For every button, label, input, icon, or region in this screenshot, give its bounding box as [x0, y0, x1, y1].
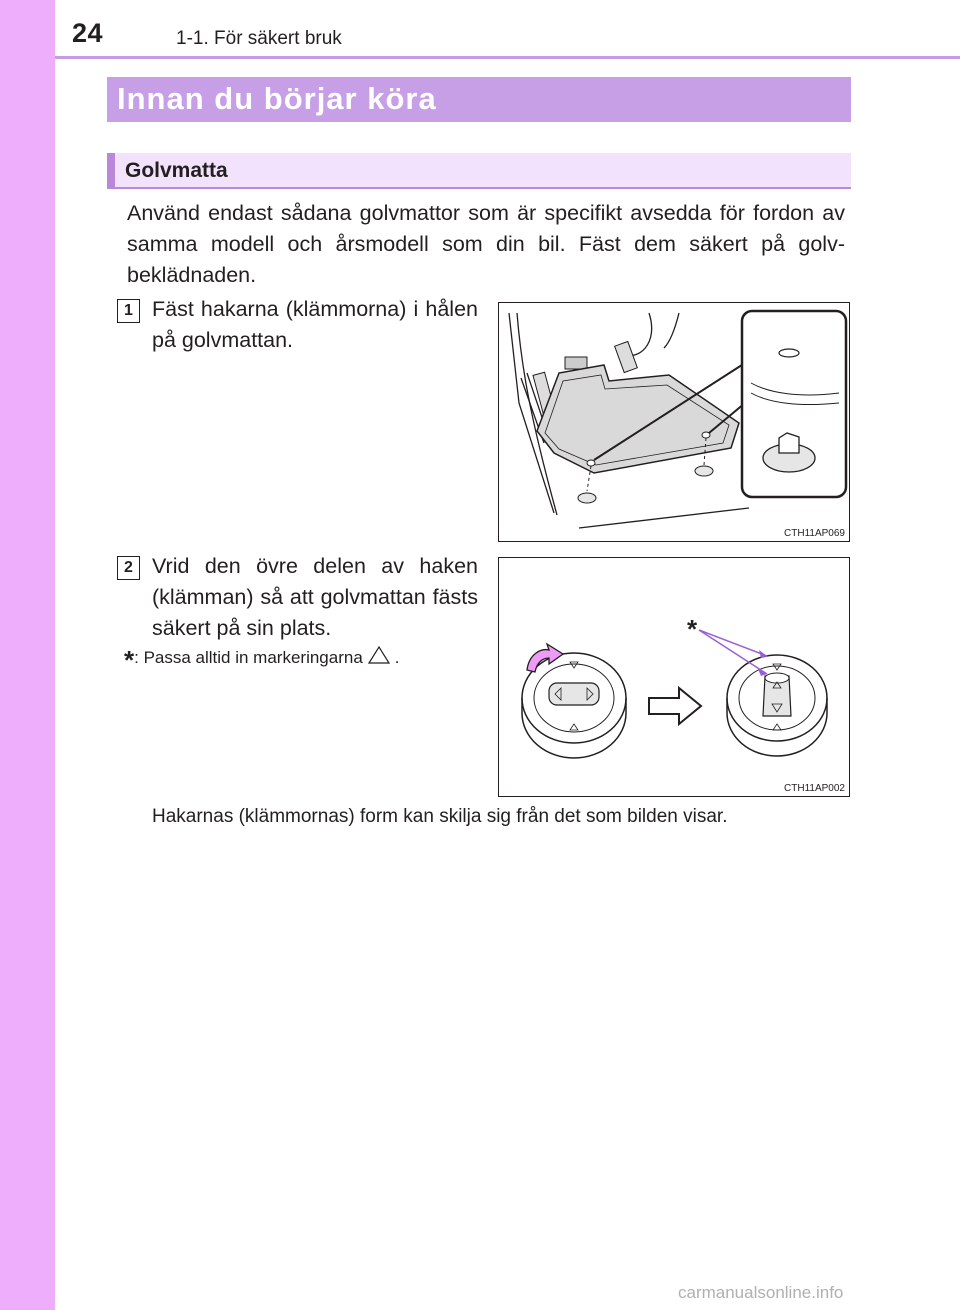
section-title: Golvmatta: [125, 159, 228, 182]
section-accent: [107, 153, 115, 187]
figure-floor-mat-hooks: [498, 302, 850, 542]
step-badge-1: 1: [117, 299, 140, 323]
step-badge-2: 2: [117, 556, 140, 580]
side-band: [0, 0, 55, 1310]
page-title: Innan du börjar köra: [117, 81, 437, 116]
watermark: carmanualsonline.info: [678, 1283, 844, 1302]
step-text-2: Vrid den övre delen av haken (klämman) så att golvmattan fästs säkert på sin plats.: [152, 554, 478, 640]
hook-rotation-illustration: [499, 558, 849, 796]
triangle-marker-icon: [367, 645, 391, 665]
section-bar: [107, 153, 851, 189]
asterisk-symbol: *: [124, 645, 135, 675]
note-text: : Passa alltid in markeringarna: [134, 648, 363, 667]
marker-note: [124, 645, 400, 676]
step-text-1: Fäst hakarna (klämmorna) i hålen på golvmattan.: [152, 297, 478, 352]
running-head: 1-1. För säkert bruk: [176, 28, 342, 49]
note-period: .: [394, 648, 400, 667]
intro-paragraph: Använd endast sådana golvmattor som är specifikt avsedda för fordon av samma modell och årsmodell som din bil. Fäst dem säkert på golv-beklädnaden.: [127, 201, 845, 287]
page-number: 24: [72, 18, 104, 48]
figure-code-1: CTH11AP069: [784, 528, 845, 539]
figure-hook-rotation: [498, 557, 850, 797]
title-bar: [107, 77, 851, 122]
figure-asterisk: *: [687, 614, 698, 644]
floor-mat-illustration: [499, 303, 849, 541]
header-rule: [55, 56, 960, 59]
figure-code-2: CTH11AP002: [784, 783, 845, 794]
shape-disclaimer: Hakarnas (klämmornas) form kan skilja sig från det som bilden visar.: [152, 806, 728, 827]
